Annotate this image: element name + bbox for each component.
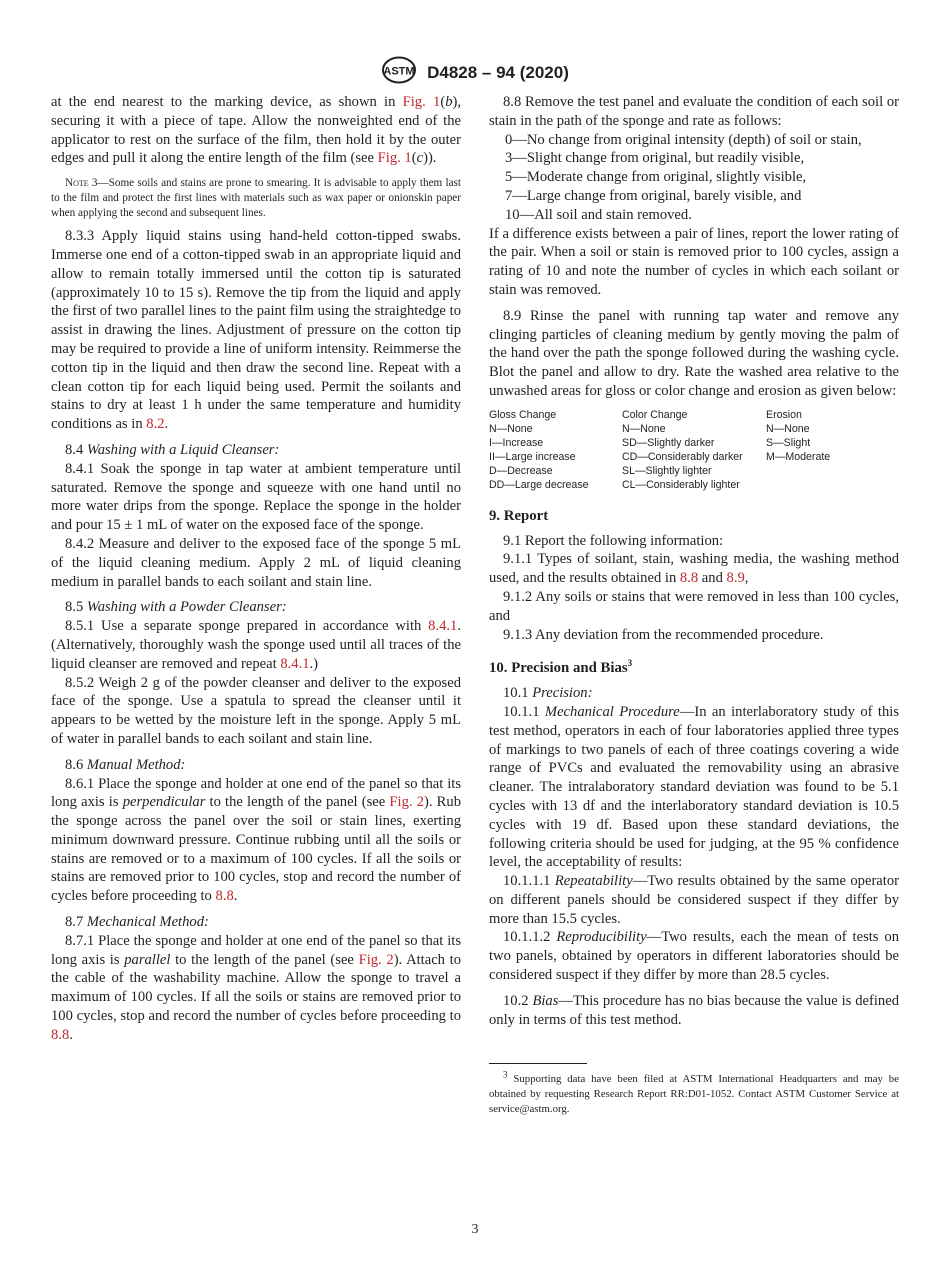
astm-logo	[381, 56, 417, 89]
paragraph-8-7-1: 8.7.1 Place the sponge and holder at one end of the panel so that its long axis is parallel to the length of the panel (see Fig. 2). Attach to the cable of the washability machine. Allow the sponge to travel a maximum of 100 cycles. If all the soils or stains are removed prior to 100 cycles, stop and record the number of cycles before proceeding to 8.8.	[51, 932, 461, 1043]
logo-text: ASTM	[383, 65, 415, 78]
paragraph-continued: at the end nearest to the marking device, as shown in Fig. 1(b), securing it with a piece of tape. Allow the nonweighted end of the applicator to rest on the surface of the film, then hold it by the outer edges and pull it along the entire length of the film (see Fig. 1(c)).	[51, 94, 461, 167]
fig2-link[interactable]: Fig. 2	[358, 951, 394, 968]
paragraph-8-9: 8.9 Rinse the panel with running tap water and remove any clinging particles of cleaning medium by gently moving the palm of the hand over the path the sponge followed during the washing cycle. Blot the panel and allow to dry. Rate the washed area relative to the unwashed areas for gloss or color change and erosion as given below:	[489, 307, 899, 399]
table-cell	[766, 478, 830, 492]
page-header	[0, 56, 950, 89]
paragraph-10-1-1: 10.1.1 Mechanical Procedure—In an interlaboratory study of this test method, operators in each of four laboratories applied three types of markings to two panels of each of three coatings covering a wide range of PVCs and evaluated the removability using an abrasive cleaner. The intralaboratory standard deviation was found to be 5.1 cycles with 13 df and the interlaboratory standard deviation is 10.5 cycles with 19 df. Based upon these standard deviations, the following criteria should be used for judging, at the 95 % confidence level, the acceptability of results:	[489, 703, 899, 871]
paragraph-9-1-2: 9.1.2 Any soils or stains that were removed in less than 100 cycles, and	[489, 588, 899, 624]
page-number: 3	[471, 1222, 479, 1237]
table-cell: SD—Slightly darker	[622, 436, 715, 449]
rating-item: 3—Slight change from original, but readily visible,	[505, 150, 805, 167]
rating-item: 10—All soil and stain removed.	[505, 206, 692, 223]
paragraph-8-3-3: 8.3.3 Apply liquid stains using hand-held cotton-tipped swabs. Immerse one end of a cotton-tipped swab in an appropriate liquid and allow to remain totally immersed until the cotton tip is saturated (approximately 10 to 15 s). Remove the tip from the liquid and apply the first of two parallel lines to the paint film using the straightedge to assist in drawing the lines. Adjustment of pressure on the cotton tip may be required to provide a line of uniform intensity. Reimmerse the cotton tip in the liquid and then draw the second line. Repeat with a clean cotton tip for each liquid being used. Permit the soilants and stains to dry at least 1 h under the same temperature and humidity conditions as in 8.2.	[51, 228, 461, 433]
table-row	[489, 478, 830, 492]
table-cell: N—None	[622, 422, 666, 435]
section-8-8-link[interactable]: 8.8	[679, 570, 699, 587]
paragraph-10-1-1-1: 10.1.1.1 Repeatability—Two results obtained by the same operator on different panels should be considered suspect if they differ by more than 15.5 cycles.	[489, 873, 899, 927]
right-column	[489, 93, 899, 1117]
paragraph-8-4-1: 8.4.1 Soak the sponge in tap water at ambient temperature until saturated. Remove the sponge and squeeze with one hand until no more water drips from the sponge. Replace the sponge in the holder and pour 15 ± 1 mL of water on the exposed face of the sponge.	[51, 460, 461, 534]
table-cell: DD—Large decrease	[489, 478, 589, 491]
footnote-ref: 3	[627, 658, 633, 669]
heading-8-5: 8.5 Washing with a Powder Cleanser:	[65, 599, 287, 616]
heading-8-4: 8.4 Washing with a Liquid Cleanser:	[65, 441, 280, 458]
table-header: Erosion	[766, 408, 802, 421]
paragraph-10-1-1-2: 10.1.1.2 Reproducibility—Two results, each the mean of tests on two panels, obtained by operators in different laboratories should be considered suspect if they differ by more than 28.5 cycles.	[489, 929, 899, 984]
paragraph-8-5-1: 8.5.1 Use a separate sponge prepared in accordance with 8.4.1. (Alternatively, thoroughly wash the sponge used until all traces of the liquid cleanser are removed and repeat 8.4.1.)	[51, 618, 461, 672]
left-column	[51, 93, 461, 1045]
document-designation: D4828 – 94 (2020)	[427, 62, 569, 82]
section-8-8-link[interactable]: 8.8	[51, 1026, 70, 1043]
rating-item: 5—Moderate change from original, slightly visible,	[505, 169, 807, 186]
paragraph-9-1: 9.1 Report the following information:	[503, 532, 724, 549]
table-cell: M—Moderate	[766, 450, 831, 463]
table-row	[489, 436, 830, 450]
table-row	[489, 422, 830, 436]
paragraph-8-6-1: 8.6.1 Place the sponge and holder at one end of the panel so that its long axis is perpendicular to the length of the panel (see Fig. 2). Rub the sponge across the panel over the soil or stain lines, exerting minimum downward pressure. Continue rubbing until all the soils or stains are removed or to a maximum of 100 cycles. If all the soils or stains are removed prior to 100 cycles, stop and record the number of cycles before proceeding to 8.8.	[51, 775, 461, 905]
table-cell: N—None	[766, 422, 810, 435]
table-header-row	[489, 408, 830, 422]
fig1-link[interactable]: Fig. 1	[377, 150, 412, 167]
paragraph-8-8: 8.8 Remove the test panel and evaluate the condition of each soil or stain in the path of the sponge and rate as follows:	[489, 94, 899, 129]
paragraph-8-5-2: 8.5.2 Weigh 2 g of the powder cleanser and deliver to the exposed face of the sponge. Use a spatula to spread the cleanser until it appears to be wetted by the moisture left in the sponge. Apply 5 mL of water in parallel bands to each soilant and stain line.	[51, 674, 461, 747]
section-8-4-1-link[interactable]: 8.4.1	[280, 655, 310, 672]
paragraph-8-8-continued: If a difference exists between a pair of lines, report the lower rating of the pair. When a soil or stain is removed prior to 100 cycles, assign a rating of 10 and note the number of cycles in which each soilant or stain was removed.	[489, 225, 899, 298]
table-row	[489, 464, 830, 478]
table-cell: N—None	[489, 422, 533, 435]
heading-8-6: 8.6 Manual Method:	[65, 756, 186, 773]
section-8-4-1-link[interactable]: 8.4.1	[428, 618, 458, 635]
rating-item: 0—No change from original intensity (depth) of soil or stain,	[505, 131, 862, 148]
rating-item: 7—Large change from original, barely visible, and	[505, 187, 802, 204]
table-header: Gloss Change	[489, 408, 557, 421]
section-9-heading: 9. Report	[489, 507, 549, 524]
table-header: Color Change	[622, 408, 688, 421]
table-cell: CL—Considerably lighter	[622, 478, 740, 491]
paragraph-10-2: 10.2 Bias—This procedure has no bias because the value is defined only in terms of this test method.	[489, 992, 899, 1028]
rating-codes-table	[489, 408, 830, 492]
section-10-heading: 10. Precision and Bias$^3$	[489, 658, 633, 677]
footnote-divider	[489, 1063, 587, 1064]
table-cell: I—Increase	[489, 436, 544, 449]
paragraph-9-1-3: 9.1.3 Any deviation from the recommended procedure.	[503, 626, 824, 643]
fig2-link[interactable]: Fig. 2	[389, 794, 424, 811]
table-cell: D—Decrease	[489, 464, 553, 477]
paragraph-9-1-1: 9.1.1 Types of soilant, stain, washing media, the washing method used, and the results obtained in 8.8 and 8.9,	[489, 551, 899, 587]
table-cell: SL—Slightly lighter	[622, 464, 712, 477]
note-3: Note 3—Some soils and stains are prone to smearing. It is advisable to apply them last to the film and protect the first lines with materials such as wax paper or onionskin paper when applying the second and subsequent lines.	[51, 177, 461, 220]
paragraph-8-4-2: 8.4.2 Measure and deliver to the exposed face of the sponge 5 mL of the liquid cleaning medium. Apply 2 mL of liquid cleaning medium in parallel bands to each soilant and stain line.	[51, 535, 461, 590]
table-cell	[766, 464, 830, 478]
section-8-9-link[interactable]: 8.9	[726, 570, 745, 587]
section-8-2-link[interactable]: 8.2	[146, 416, 165, 433]
table-cell: CD—Considerably darker	[622, 450, 743, 463]
heading-10-1: 10.1 Precision:	[503, 685, 593, 702]
heading-8-7: 8.7 Mechanical Method:	[65, 914, 209, 931]
section-8-8-link[interactable]: 8.8	[215, 888, 234, 905]
footnote-3: $^3$ Supporting data have been filed at ASTM International Headquarters and may be obtained by requesting Research Report RR:D01-1052. Contact ASTM Customer Service at service@astm.org.	[489, 1069, 899, 1116]
table-cell: II—Large increase	[489, 450, 576, 463]
fig1-link[interactable]: Fig. 1	[402, 94, 441, 110]
table-row	[489, 450, 830, 464]
table-cell: S—Slight	[766, 436, 811, 449]
